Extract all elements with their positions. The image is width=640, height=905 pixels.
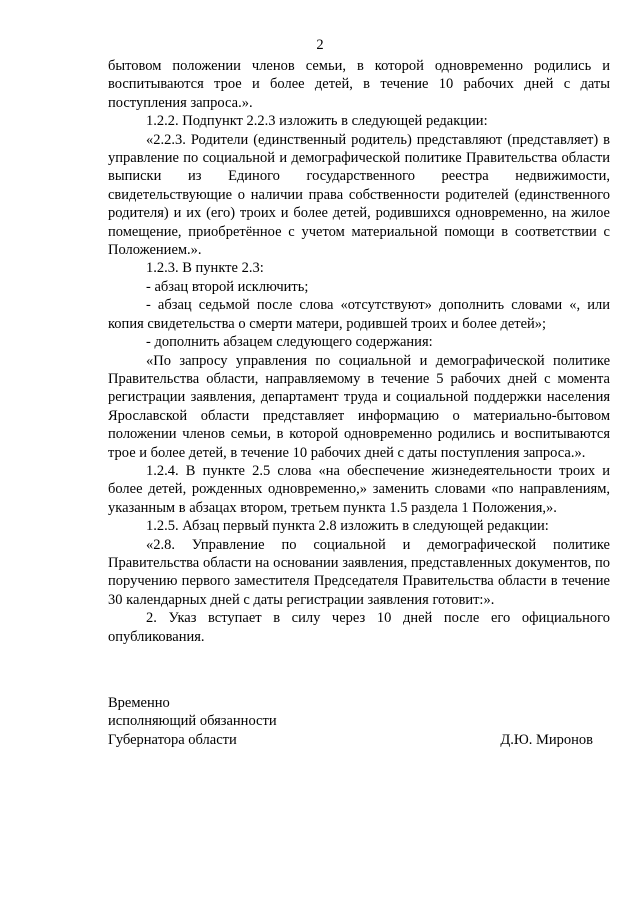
paragraph-bullet-seventh: - абзац седьмой после слова «отсутствуют» дополнить словами «, или копия свидетельства о смерти матери, родившей троих и более детей»; [108,297,610,332]
paragraph-continuation: бытовом положении членов семьи, в которой одновременно родились и воспитываются трое и более детей, в течение 10 рабочих дней с даты поступления запроса.». [108,58,610,111]
paragraph-effective: 2. Указ вступает в силу через 10 дней после его официального опубликования. [108,610,610,645]
signatory-name: Д.Ю. Миронов [500,731,593,748]
page-number: 2 [316,37,324,53]
paragraph-bullet-exclude: - абзац второй исключить; [146,278,309,295]
paragraph-request-quote: «По запросу управления по социальной и демографической политике Правительства области, направляемому в течение 5 рабочих дней с момента регистрации заявления, департамент труда и социальной поддержки населения Ярославской области представляет информацию о материально-бытовом положении членов семьи, в которой одновременно родились и воспитываются трое и более детей, в течение 10 рабочих дней с даты поступления запроса.». [108,352,610,461]
paragraph-1-2-2: 1.2.2. Подпункт 2.2.3 изложить в следующей редакции: [146,113,488,130]
paragraph-2-2-3-quote: «2.2.3. Родители (единственный родитель) представляют (представляет) в управление по социальной и демографической политике Правительства области выписки из Единого государственного реестра недвижимости, свидетельствующие о наличии права собственности родителей (единственного родителя) и их (его) троих и более детей, родившихся одновременно, на жилое помещение, приобретённое с учетом материальной помощи в соответствии с Положением.». [108,131,610,259]
document-body [108,57,610,646]
paragraph-1-2-4: 1.2.4. В пункте 2.5 слова «на обеспечение жизнедеятельности троих и более детей, рожденных одновременно,» заменить словами «по направлениям, указанным в абзацах втором, третьем пункта 1.5 раздела 1 Положения,». [108,462,610,516]
paragraph-bullet-add: - дополнить абзацем следующего содержания: [146,334,433,351]
paragraph-1-2-5: 1.2.5. Абзац первый пункта 2.8 изложить в следующей редакции: [146,518,549,535]
paragraph-1-2-3: 1.2.3. В пункте 2.3: [146,260,264,277]
paragraph-2-8-quote: «2.8. Управление по социальной и демографической политике Правительства области на основании заявления, представленных документов, по поручению первого заместителя Председателя Правительства области в течение 30 календарных дней с даты регистрации заявления готовит:». [108,536,610,608]
signature-title-line3: Губернатора области [108,731,237,748]
signature-title-line1: Временно [108,695,170,711]
signature-block [108,694,593,749]
signature-last-line [108,731,593,749]
signature-title-line2: исполняющий обязанности [108,713,277,730]
